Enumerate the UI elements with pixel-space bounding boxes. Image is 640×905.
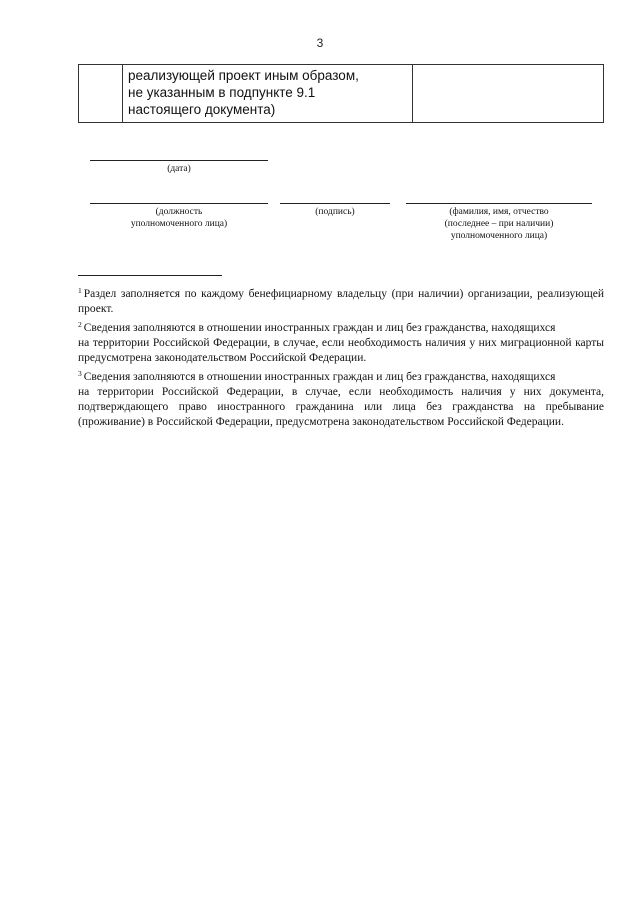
date-line [90,160,268,161]
footnote-separator [78,275,222,276]
signature-line [280,203,390,204]
position-caption-line: уполномоченного лица) [130,219,228,229]
footnote-continuation: на территории Российской Федерации, в случае, если необходимость наличия у них миграционной карты предусмотрена законодательством Российской Федерации. [78,337,604,364]
row-text-line: настоящего документа) [128,102,276,117]
footnotes [78,283,604,430]
name-caption-line: (последнее – при наличии) [444,219,554,229]
signature-caption: (подпись) [315,207,355,217]
footnote-marker: 1 [78,286,82,295]
table-cell-value [413,65,604,123]
position-caption-line: (должность [155,207,203,217]
name-caption [406,206,592,242]
position-line [90,203,268,204]
table-cell-index [79,65,123,123]
row-text-line: не указанным в подпункте 9.1 [128,85,316,100]
form-table [78,64,604,123]
date-caption: (дата) [167,164,191,174]
table-row [79,65,604,123]
footnote-text: Сведения заполняются в отношении иностранных граждан и лиц без гражданства, находящихся [83,322,556,334]
position-caption [90,206,268,230]
footnote-text: Раздел заполняется по каждому бенефициарному владельцу (при наличии) организации, реализующей проект. [78,288,604,315]
footnote [78,366,604,385]
name-caption-line: (фамилия, имя, отчество [449,207,549,217]
footnote [78,283,604,317]
footnote-marker: 3 [78,369,82,378]
footnote-continuation: на территории Российской Федерации, в случае, если необходимость наличия у них документа, подтверждающего право иностранного гражданина или лица без гражданства на пребывание (проживание) в Российской Федерации, предусмотрена законодательством Российской Федерации. [78,386,604,428]
footnote-marker: 2 [78,320,82,329]
footnote-text: Сведения заполняются в отношении иностранных граждан и лиц без гражданства, находящихся [83,371,556,383]
table-cell-description [123,65,413,123]
footnote [78,317,604,336]
name-caption-line: уполномоченного лица) [450,231,548,241]
page-number: 3 [316,36,324,50]
row-text-line: реализующей проект иным образом, [128,68,359,83]
name-line [406,203,592,204]
